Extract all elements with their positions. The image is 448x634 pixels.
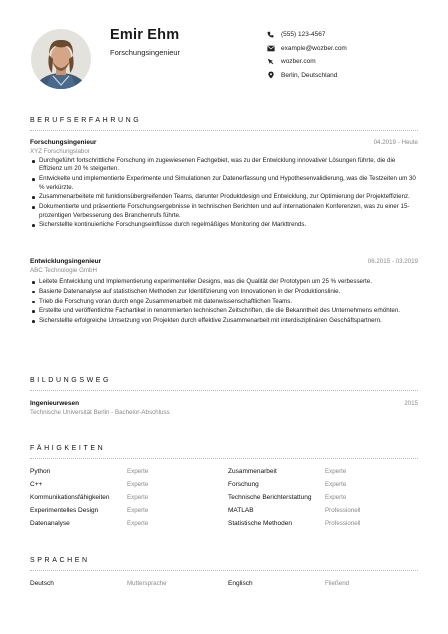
website-text: wozber.com (281, 58, 316, 66)
skill-name: Forschung (228, 481, 259, 488)
education-detail: Technische Universität Berlin - Bachelor-Abschluss (30, 409, 170, 416)
location-text: Berlin, Deutschland (281, 71, 338, 79)
language-level: Muttersprache (127, 580, 167, 587)
section-divider (30, 570, 418, 571)
list-item: Basierte Datenanalyse auf statistischen Methoden zur Identifizierung von Innovationen in der Produktionslinie. (30, 288, 420, 296)
skill-level: Experte (127, 507, 149, 514)
skill-level: Experte (127, 520, 149, 527)
list-item: Trieb die Forschung voran durch enge Zusammenarbeit mit datenwissenschaftlichen Teams. (30, 298, 420, 306)
skill-name: Zusammenarbeit (228, 468, 277, 475)
education-year: 2015 (404, 400, 418, 407)
degree-field: Ingenieurwesen (30, 400, 80, 407)
list-item: Zusammenarbeitete mit funktionsübergreifenden Teams, darunter Produktdesign und Entwicklung, zur Optimierung der Projekteffizienz. (30, 193, 420, 201)
contact-phone[interactable] (266, 28, 347, 42)
contact-email[interactable] (266, 42, 347, 56)
section-divider (30, 390, 418, 391)
list-item: Sicherstellte erfolgreiche Umsetzung von Projekten durch effektive Zusammenarbeit mit interdisziplinären Geschäftspartnern. (30, 317, 420, 325)
link-icon (266, 57, 275, 66)
phone-icon (266, 30, 275, 39)
job-bullets (30, 157, 420, 231)
skill-level: Experte (325, 468, 347, 475)
phone-text: (555) 123-4567 (281, 31, 326, 39)
language-level: Fließend (325, 580, 350, 587)
skill-name: Technische Berichterstattung (228, 494, 312, 501)
skill-level: Professionell (325, 507, 361, 514)
skill-level: Professionell (325, 520, 361, 527)
location-icon (266, 71, 275, 80)
skill-name: C++ (30, 481, 43, 488)
language-name: Deutsch (30, 580, 54, 587)
skill-name: Experimentelles Design (30, 507, 99, 514)
list-item: Durchgeführt fortschrittliche Forschung im zugewiesenen Fachgebiet, was zu der Entwicklung innovativer Lösungen führte, die die Effizienz um 20 % steigerten. (30, 157, 420, 174)
section-divider (30, 130, 418, 131)
education-heading: BILDUNGSWEG (30, 377, 112, 384)
resume-header (0, 0, 448, 100)
skill-level: Experte (127, 481, 149, 488)
list-item: Erstellte und veröffentlichte Fachartikel in renommierten technischen Zeitschriften, die die Bekanntheit des Unternehmens erhöhten. (30, 307, 420, 315)
skill-level: Experte (127, 468, 149, 475)
skill-name: MATLAB (228, 507, 254, 514)
list-item: Dokumentierte und präsentierte Forschungsergebnisse in technischen Berichten und auf internationalen Konferenzen, was zu einer 15-prozentigen Verbesserung des Branchenrufs führte. (30, 203, 420, 220)
experience-heading: BERUFSERFAHRUNG (30, 117, 142, 124)
skill-name: Python (30, 468, 51, 475)
candidate-title: Forschungsingenieur (110, 48, 181, 57)
job-date: 06.2015 - 03.2019 (367, 258, 418, 265)
contact-list (266, 28, 347, 82)
skill-name: Kommunikationsfähigkeiten (30, 494, 110, 501)
skill-name: Statistische Methoden (228, 520, 292, 527)
contact-website[interactable] (266, 55, 347, 69)
skills-heading: FÄHIGKEITEN (30, 445, 106, 452)
job-bullets (30, 278, 420, 327)
list-item: Entwickelte und implementierte Experimente und Simulationen zur Datenerfassung und Hypothesenvalidierung, was die Testzeiten um 30 % verkürzte. (30, 175, 420, 192)
job-company: XYZ Forschungslabor (30, 148, 90, 155)
skill-level: Experte (127, 494, 149, 501)
skill-level: Experte (325, 494, 347, 501)
job-company: ABC Technologie GmbH (30, 267, 97, 274)
job-date: 04.2019 - Heute (373, 139, 418, 146)
email-text: example@wozber.com (281, 44, 347, 52)
candidate-name: Emir Ehm (110, 27, 180, 43)
list-item: Leitete Entwicklung und Implementierung experimenteller Designs, was die Qualität der Prototypen um 25 % verbesserte. (30, 278, 420, 286)
language-name: Englisch (228, 580, 253, 587)
avatar (31, 29, 91, 89)
email-icon (266, 44, 275, 53)
list-item: Sicherstellte kontinuierliche Forschungseinflüsse durch regelmäßiges Monitoring der Markttrends. (30, 221, 420, 229)
job-title: Entwicklungsingenieur (30, 258, 102, 265)
section-divider (30, 458, 418, 459)
skill-level: Experte (325, 481, 347, 488)
languages-heading: SPRACHEN (30, 557, 90, 564)
job-title: Forschungsingenieur (30, 139, 97, 146)
skill-name: Datenanalyse (30, 520, 70, 527)
profile-photo (31, 29, 91, 89)
contact-location (266, 69, 347, 83)
